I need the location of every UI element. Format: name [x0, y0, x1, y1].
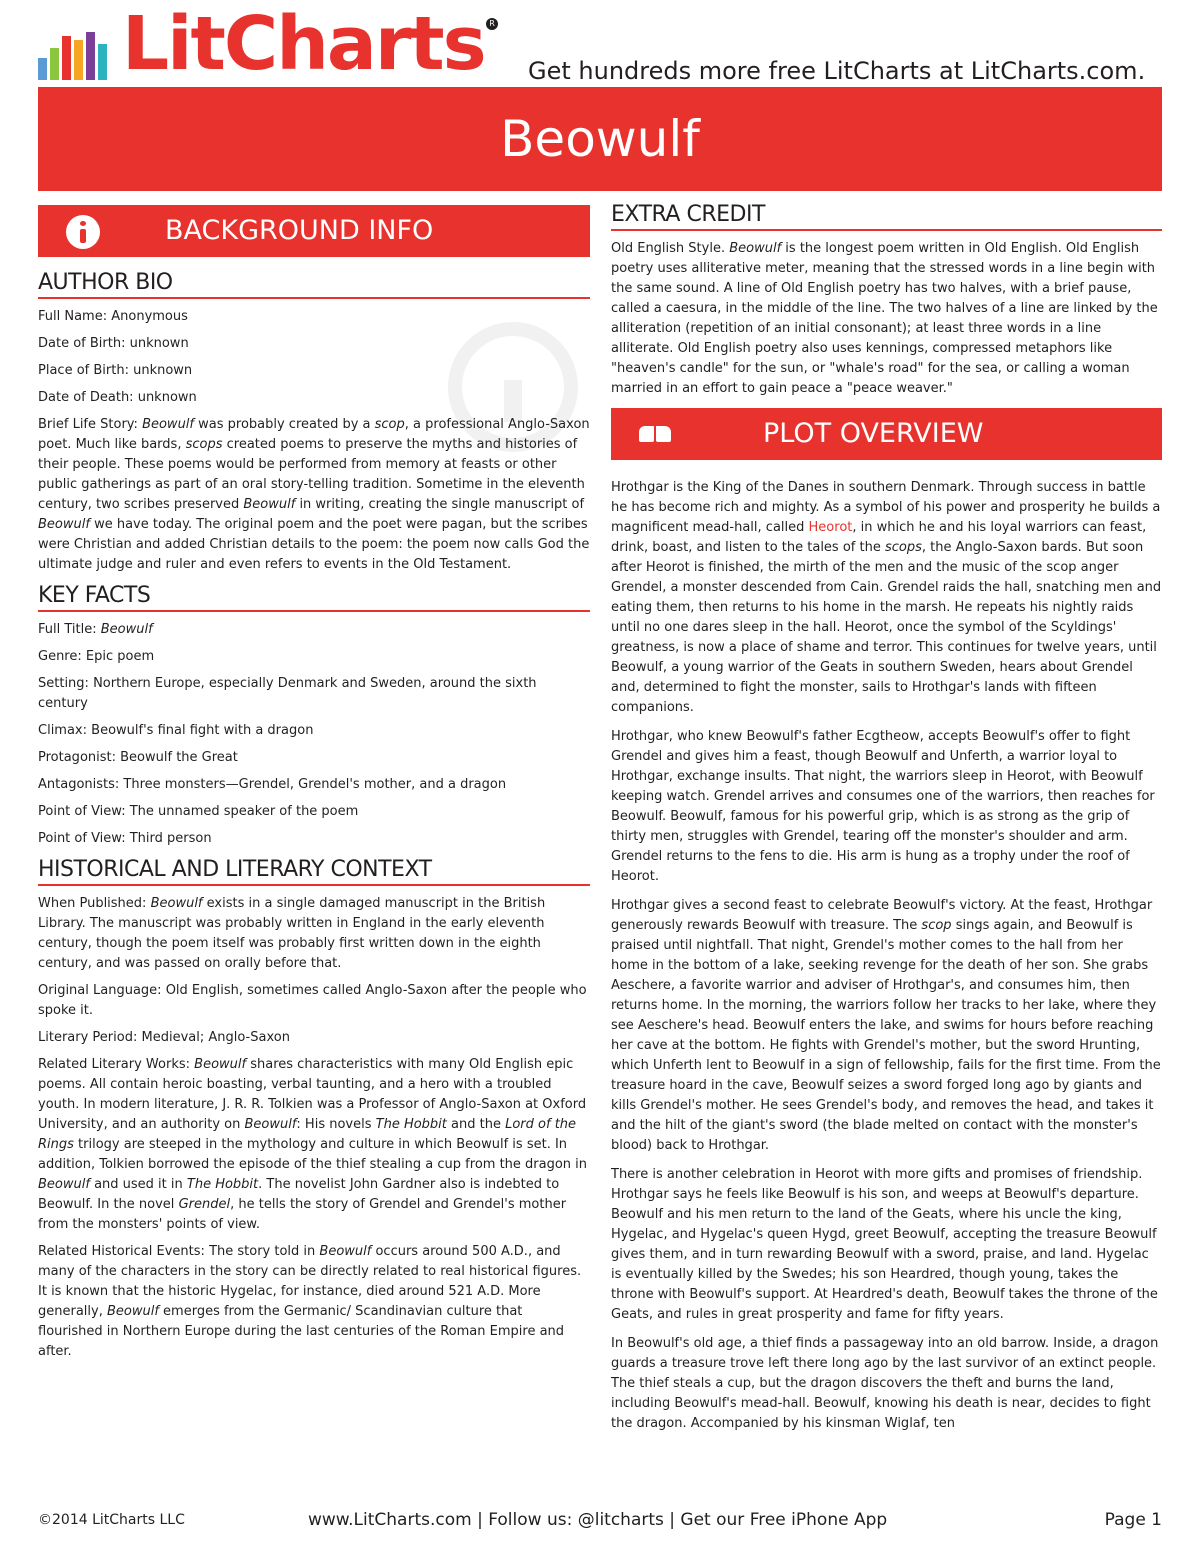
- fact-climax: Climax: Beowulf's final fight with a dragon: [38, 723, 314, 738]
- copyright: ©2014 LitCharts LLC: [38, 1512, 185, 1528]
- left-column: [38, 205, 590, 1369]
- page-title: Beowulf: [38, 87, 1162, 191]
- extra-credit-heading: EXTRA CREDIT: [611, 201, 1162, 231]
- fact-birth-place: Place of Birth: unknown: [38, 363, 193, 378]
- info-icon: [66, 215, 100, 249]
- plot-paragraph: In Beowulf's old age, a thief finds a passageway into an old barrow. Inside, a dragon guards a treasure trove left there long ago by the last survivor of an extinct people. The thief steals a cup, but the dragon discovers the theft and burns the land, including Beowulf's mead-hall. Beowulf, knowing his death is near, decides to fight the dragon. Accompanied by his kinsman Wiglaf, ten: [611, 1336, 1159, 1431]
- when-published: When Published: Beowulf exists in a single damaged manuscript in the British Library. The manuscript was probably written in England in the early eleventh century, though the poem itself was probably first written down in the eighth century, and was passed on orally before that.: [38, 896, 546, 971]
- logo-wordmark: LitCharts: [122, 1, 485, 87]
- banner-label: PLOT OVERVIEW: [763, 418, 984, 449]
- fact-point-of-view: Point of View: The unnamed speaker of the poem: [38, 804, 359, 819]
- fact-death-date: Date of Death: unknown: [38, 390, 197, 405]
- plot-paragraph: There is another celebration in Heorot with more gifts and promises of friendship. Hrothgar says he feels like Beowulf is his son, and weeps at Beowulf's departure. Beowulf and his men return to the land of the Geats, where his uncle the king, Hygelac, and Hygelac's queen Hygd, greet Beowulf, accepting the treasure Beowulf gives them, and in turn rewarding Beowulf with a sword, praise, and land. Hygelac is eventually killed by the Swedes; his son Heardred, though young, takes the throne with Beowulf's support. At Heardred's death, Beowulf takes the throne of the Geats, and rules in great prosperity and fame for fifty years.: [611, 1167, 1158, 1322]
- banner-label: BACKGROUND INFO: [165, 215, 434, 246]
- extra-credit-text: Old English Style. Beowulf is the longest poem written in Old English. Old English poetry uses alliterative meter, meaning that the stressed words in a line begin with the same sound. A line of Old English poetry has two halves, with a brief pause, called a caesura, in the middle of the line. The two halves of a line are linked by the alliteration (repetition of an initial consonant); at least three words in a line alliterate. Old English poetry also uses kennings, compressed metaphors like "heaven's candle" for the sun, or "whale's road" for the sea, or calling a woman married in an effort to gain peace a "peace weaver.": [611, 241, 1158, 396]
- key-facts-heading: KEY FACTS: [38, 582, 590, 612]
- header-tagline: Get hundreds more free LitCharts at LitCharts.com.: [528, 57, 1146, 85]
- footer-links[interactable]: www.LitCharts.com | Follow us: @litcharts | Get our Free iPhone App: [308, 1510, 888, 1530]
- fact-antagonists: Antagonists: Three monsters—Grendel, Grendel's mother, and a dragon: [38, 777, 507, 792]
- author-bio-heading: AUTHOR BIO: [38, 269, 590, 299]
- plot-paragraph: Hrothgar is the King of the Danes in southern Denmark. Through success in battle he has become rich and mighty. As a symbol of his power and prosperity he builds a magnificent mead-hall, called Heorot, in which he and his loyal warriors can feast, drink, boast, and listen to the tales of the scops, the Anglo-Saxon bards. But soon after Heorot is finished, the mirth of the men and the music of the scop anger Grendel, a monster descended from Cain. Grendel raids the hall, snatching men and eating them, then returns to his home in the marsh. He repeats his nightly raids until no one dares sleep in the hall. Heorot, once the symbol of the Scyldings' greatness, is now a place of shame and terror. This continues for twelve years, until Beowulf, a young warrior of the Geats in southern Sweden, hears about Grendel and, determined to fight the monster, sails to Hrothgar's lands with fifteen companions.: [611, 480, 1162, 715]
- fact-protagonist: Protagonist: Beowulf the Great: [38, 750, 238, 765]
- related-literary-works: Related Literary Works: Beowulf shares characteristics with many Old English epic poems. All contain heroic boasting, verbal taunting, and a hero with a troubled youth. In modern literature, J. R. R. Tolkien was a Professor of Anglo-Saxon at Oxford University, and an authority on Beowulf: His novels The Hobbit and the Lord of the Rings trilogy are steeped in the mythology and culture in which Beowulf is set. In addition, Tolkien borrowed the episode of the thief stealing a cup from the dragon in Beowulf and used it in The Hobbit. The novelist John Gardner also is indebted to Beowulf. In the novel Grendel, he tells the story of Grendel and Grendel's mother from the monsters' points of view.: [38, 1057, 588, 1232]
- page-footer: [38, 1508, 1162, 1532]
- fact-birth-date: Date of Birth: unknown: [38, 336, 189, 351]
- plot-paragraph: Hrothgar gives a second feast to celebrate Beowulf's victory. At the feast, Hrothgar generously rewards Beowulf with treasure. The scop sings again, and Beowulf is praised until nightfall. That night, Grendel's mother comes to the hall from her home in the bottom of a lake, seeking revenge for the death of her son. She grabs Aeschere, a favorite warrior and adviser of Hrothgar's, and consumes him, then returns home. In the morning, the warriors follow her tracks to her lake, where they see Aeschere's head. Beowulf enters the lake, and swims for hours before reaching her cave at the bottom. He fights with Grendel's mother, but the sword Hrunting, which Unferth lent to Beowulf in a sign of fellowship, fails for the first time. From the treasure hoard in the cave, Beowulf seizes a sword forged long ago by giants and kills Grendel's mother. He sees Grendel's body, and removes the head, and takes it and the hilt of the giant's sword (the blade melted on contact with the monster's blood) back to Hrothgar.: [611, 898, 1161, 1153]
- open-book-icon: [639, 426, 671, 442]
- fact-full-name: Full Name: Anonymous: [38, 309, 188, 324]
- plot-overview-banner: [611, 408, 1162, 460]
- fact-full-title: Full Title: Beowulf: [38, 622, 153, 637]
- fact-setting: Setting: Northern Europe, especially Denmark and Sweden, around the sixth century: [38, 676, 537, 711]
- page-number: Page 1: [1104, 1510, 1162, 1530]
- life-story: Brief Life Story: Beowulf was probably created by a scop, a professional Anglo-Saxon poet. Much like bards, scops created poems to preserve the myths and histories of their people. These poems would be performed from memory at feasts or other public gatherings as part of an oral story-telling tradition. Sometime in the eleventh century, two scribes preserved Beowulf in writing, creating the single manuscript of Beowulf we have today. The original poem and the poet were pagan, but the scribes were Christian and added Christian details to the poem: the poem now calls God the ultimate judge and ruler and even refers to events in the Old Testament.: [38, 417, 590, 572]
- original-language: Original Language: Old English, sometimes called Anglo-Saxon after the people who spoke it.: [38, 983, 587, 1018]
- registered-icon: R: [486, 18, 498, 30]
- context-heading: HISTORICAL AND LITERARY CONTEXT: [38, 856, 590, 886]
- literary-period: Literary Period: Medieval; Anglo-Saxon: [38, 1030, 290, 1045]
- related-historical-events: Related Historical Events: The story told in Beowulf occurs around 500 A.D., and many of the characters in the story can be directly related to real historical figures. It is known that the historic Hygelac, for instance, died around 521 A.D. More generally, Beowulf emerges from the Germanic/ Scandinavian culture that flourished in Northern Europe during the last centuries of the Roman Empire and after.: [38, 1244, 582, 1359]
- fact-genre: Genre: Epic poem: [38, 649, 155, 664]
- right-column: [611, 202, 1162, 1443]
- bar-chart-logo-icon: [38, 28, 120, 80]
- fact-point-of-view-2: Point of View: Third person: [38, 831, 212, 846]
- litcharts-logo[interactable]: [38, 1, 538, 87]
- background-info-banner: [38, 205, 590, 257]
- plot-paragraph: Hrothgar, who knew Beowulf's father Ecgtheow, accepts Beowulf's offer to fight Grendel and gives him a feast, though Beowulf and Unferth, a warrior loyal to Hrothgar, exchange insults. That night, the warriors sleep in Heorot, with Beowulf keeping watch. Grendel arrives and consumes one of the warriors, then reaches for Beowulf. Beowulf, famous for his powerful grip, which is as strong as the grip of thirty men, struggles with Grendel, tearing off the monster's shoulder and arm. Grendel returns to the fens to die. His arm is hung as a trophy under the roof of Heorot.: [611, 729, 1155, 884]
